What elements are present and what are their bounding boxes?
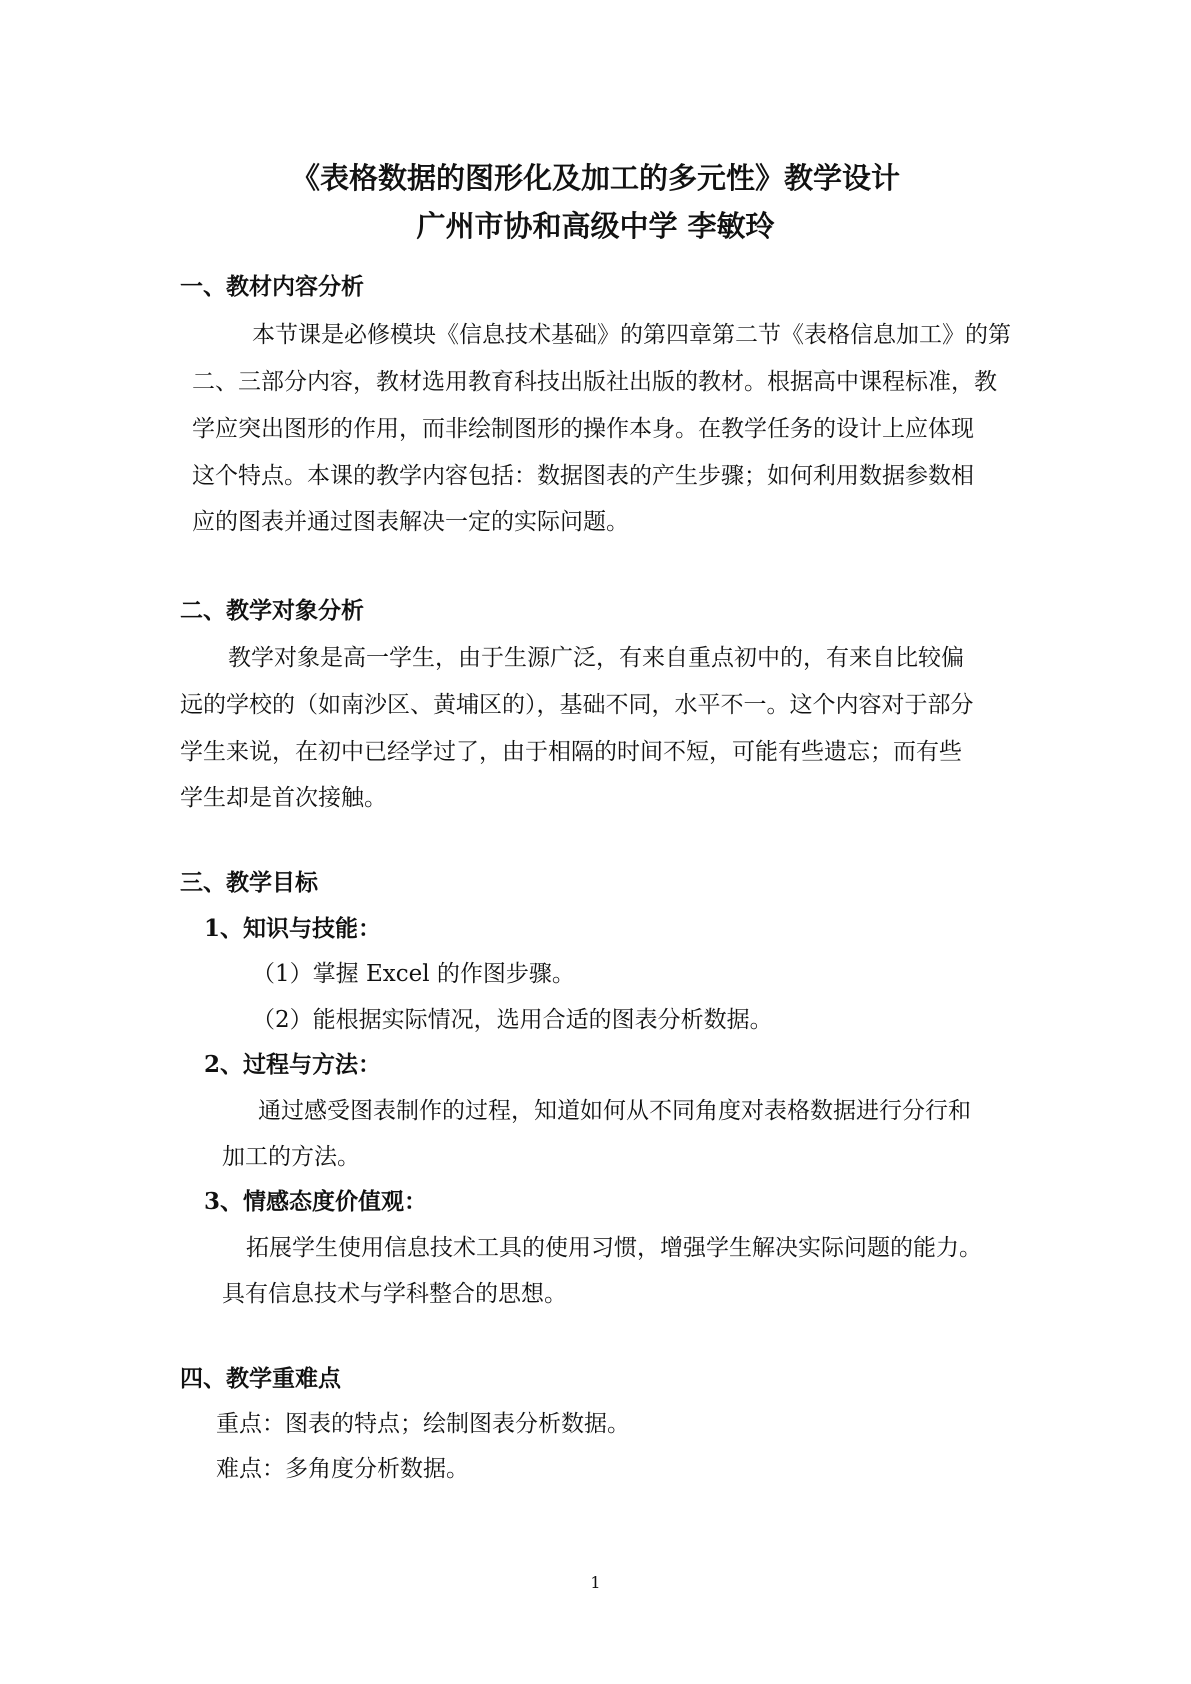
- paragraph-line: 具有信息技术与学科整合的思想。: [222, 1281, 567, 1307]
- subheading-knowledge-skills: 1、知识与技能：: [204, 915, 382, 942]
- paragraph-line: 二、三部分内容，教材选用教育科技出版社出版的教材。根据高中课程标准，教: [192, 369, 997, 395]
- section-heading-student-analysis: 二、教学对象分析: [180, 597, 364, 624]
- paragraph-line: 本节课是必修模块《信息技术基础》的第四章第二节《表格信息加工》的第: [252, 322, 1011, 348]
- paragraph-line: 通过感受图表制作的过程，知道如何从不同角度对表格数据进行分行和: [258, 1098, 971, 1124]
- paragraph-line: 远的学校的（如南沙区、黄埔区的），基础不同，水平不一。这个内容对于部分: [180, 692, 974, 718]
- goal-item: （1）掌握 Excel 的作图步骤。: [252, 961, 575, 987]
- paragraph-line: 教学对象是高一学生，由于生源广泛，有来自重点初中的，有来自比较偏: [228, 645, 964, 671]
- subheading-emotion-values: 3、情感态度价值观：: [204, 1188, 428, 1215]
- paragraph-line: 学生却是首次接触。: [180, 785, 387, 811]
- difficult-point: 难点：多角度分析数据。: [216, 1456, 469, 1482]
- section-heading-key-difficult-points: 四、教学重难点: [180, 1365, 341, 1392]
- goal-item: （2）能根据实际情况，选用合适的图表分析数据。: [252, 1007, 773, 1033]
- paragraph-line: 学应突出图形的作用，而非绘制图形的操作本身。在教学任务的设计上应体现: [192, 416, 974, 442]
- paragraph-line: 拓展学生使用信息技术工具的使用习惯，增强学生解决实际问题的能力。: [246, 1235, 982, 1261]
- paragraph-line: 这个特点。本课的教学内容包括：数据图表的产生步骤；如何利用数据参数相: [192, 463, 974, 489]
- paragraph-line: 应的图表并通过图表解决一定的实际问题。: [192, 509, 629, 535]
- paragraph-line: 加工的方法。: [222, 1144, 360, 1170]
- key-point: 重点：图表的特点；绘制图表分析数据。: [216, 1411, 630, 1437]
- page-number: 1: [590, 1573, 601, 1592]
- section-heading-material-analysis: 一、教材内容分析: [180, 273, 364, 300]
- paragraph-line: 学生来说，在初中已经学过了，由于相隔的时间不短，可能有些遗忘；而有些: [180, 739, 962, 765]
- document-title: 《表格数据的图形化及加工的多元性》教学设计: [290, 161, 900, 195]
- document-author: 广州市协和高级中学 李敏玲: [416, 209, 775, 243]
- subheading-process-method: 2、过程与方法：: [204, 1051, 382, 1078]
- section-heading-teaching-goals: 三、教学目标: [180, 869, 318, 896]
